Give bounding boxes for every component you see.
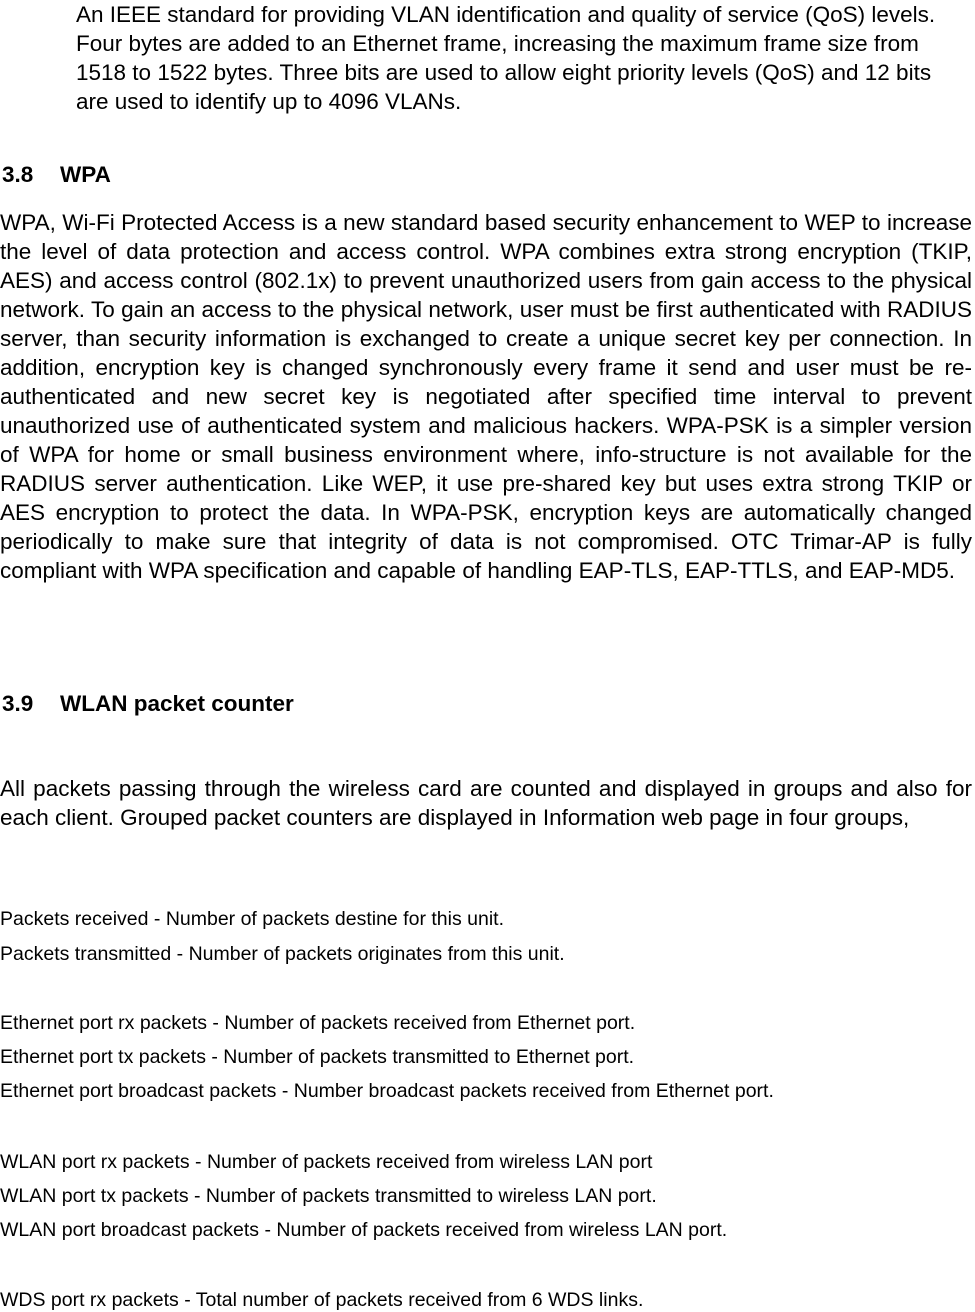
counter-item-packets-transmitted: Packets transmitted - Number of packets originates from this unit. <box>0 943 565 965</box>
counter-item-wlan-broadcast: WLAN port broadcast packets - Number of packets received from wireless LAN port. <box>0 1219 728 1241</box>
section-title: WLAN packet counter <box>60 691 294 716</box>
wpa-paragraph: WPA, Wi-Fi Protected Access is a new standard based security enhancement to WEP to increase the level of data protection and access control. WPA combines extra strong encryption (TKIP, AES) and access control (802.1x) to prevent unauthorized users from gain access to the physical network. To gain an access to the physical network, user must be first authenticated with RADIUS server, than security information is exchanged to create a unique secret key per connection. In addition, encryption key is changed synchronously every frame it send and user must be re-authenticated and new secret key is negotiated after specified time interval to prevent unauthorized use of authenticated system and malicious hackers. WPA-PSK is a simpler version of WPA for home or small business environment where, info-structure is not available for the RADIUS server authentication. Like WEP, it use pre-shared key but uses extra strong TKIP or AES encryption to protect the data. In WPA-PSK, encryption keys are automatically changed periodically to make sure that integrity of data is not compromised. OTC Trimar-AP is fully compliant with WPA specification and capable of handling EAP-TLS, EAP-TTLS, and EAP-MD5. <box>0 210 972 583</box>
section-number: 3.9 <box>2 691 34 716</box>
section-title: WPA <box>60 162 111 187</box>
counter-item-ethernet-rx: Ethernet port rx packets - Number of packets received from Ethernet port. <box>0 1012 636 1034</box>
intro-paragraph: An IEEE standard for providing VLAN identification and quality of service (QoS) levels. Four bytes are added to an Ethernet frame, increasing the maximum frame size from 1518 to 1522 bytes. Three bits are used to allow eight priority levels (QoS) and 12 bits are used to identify up to 4096 VLANs. <box>76 2 936 114</box>
counter-item-wlan-rx: WLAN port rx packets - Number of packets received from wireless LAN port <box>0 1151 653 1173</box>
packet-counter-paragraph: All packets passing through the wireless card are counted and displayed in groups and also for each client. Grouped packet counters are displayed in Information web page in four groups, <box>0 776 972 830</box>
section-number: 3.8 <box>2 162 34 187</box>
section-heading-wlan-packet-counter <box>2 689 294 718</box>
counter-item-wlan-tx: WLAN port tx packets - Number of packets transmitted to wireless LAN port. <box>0 1185 657 1207</box>
counter-item-wds-rx: WDS port rx packets - Total number of packets received from 6 WDS links. <box>0 1289 644 1311</box>
section-heading-wpa <box>2 160 111 189</box>
counter-item-ethernet-broadcast: Ethernet port broadcast packets - Number broadcast packets received from Ethernet port. <box>0 1080 774 1102</box>
counter-item-packets-received: Packets received - Number of packets destine for this unit. <box>0 908 504 930</box>
counter-item-ethernet-tx: Ethernet port tx packets - Number of packets transmitted to Ethernet port. <box>0 1046 635 1068</box>
